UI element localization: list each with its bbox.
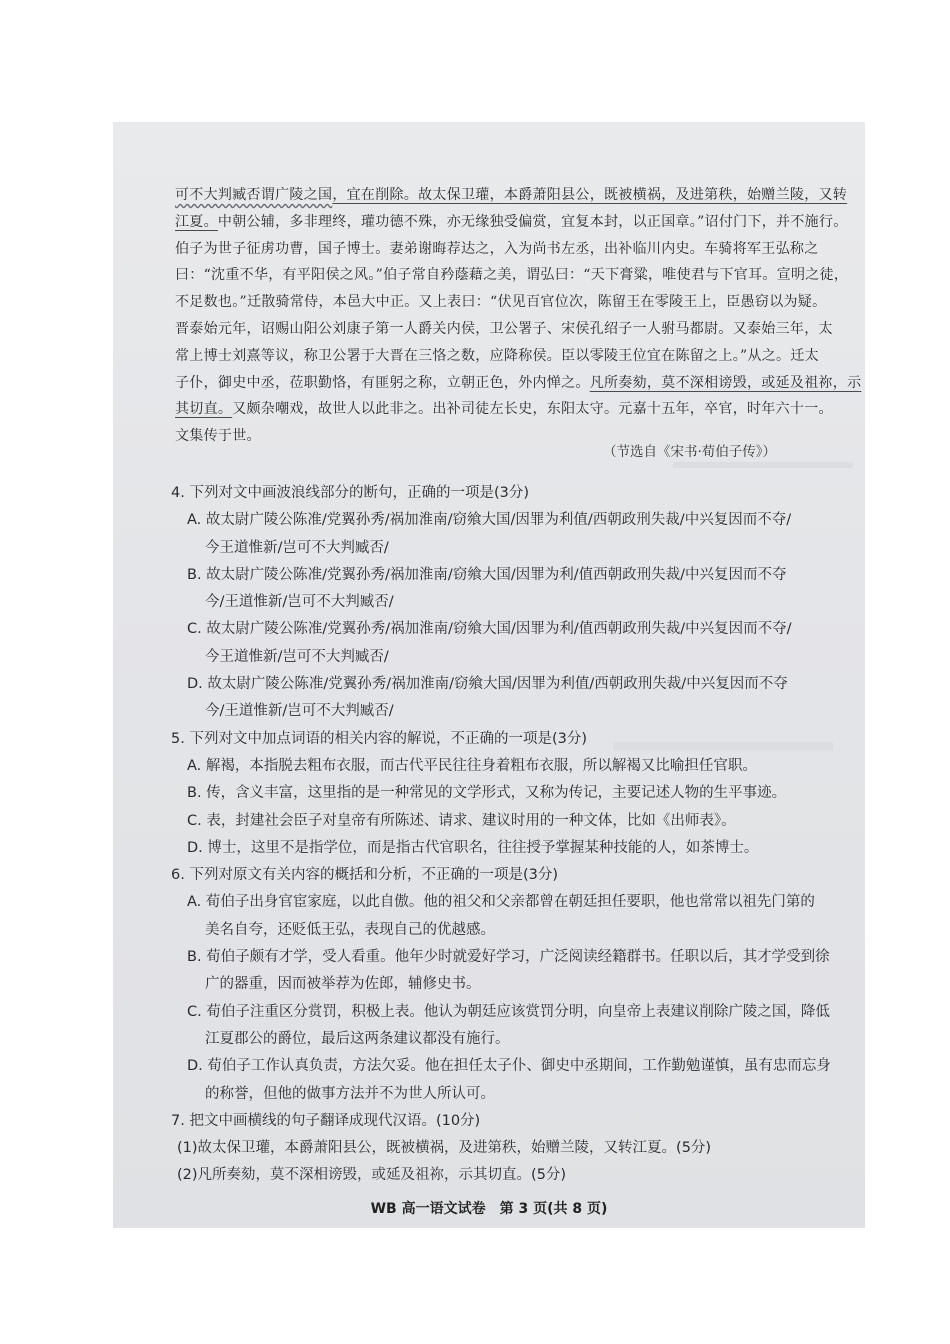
- passage-line: [175, 343, 819, 370]
- answer-option: B. 荀伯子颇有才学，受人看重。他年少时就爱好学习，广泛阅读经籍群书。任职以后，其才学受到徐: [187, 949, 830, 966]
- passage-text: 中朝公辅，多非理终，瓘功德不殊，亦无缘独受偏赏，宜复本封，以正国章。”诏付门下，并不施行。: [217, 213, 848, 230]
- option-continuation: 美名自夸，还贬低王弘，表现自己的优越感。: [205, 921, 495, 938]
- option-continuation: 江夏郡公的爵位，最后这两条建议都没有施行。: [205, 1030, 510, 1047]
- passage-text: 伯子为世子征虏功曹，国子博士。妻弟谢晦荐达之，入为尚书左丞，出补临川内史。车骑将军王弘称之: [175, 240, 819, 257]
- passage-line: [175, 236, 819, 263]
- option-continuation: 广的器重，因而被举荐为佐郎，辅修史书。: [205, 976, 481, 993]
- underlined-text: 凡所奏劾，莫不深相谤毁，或延及祖祢，示: [589, 374, 862, 391]
- sub-question: (2)凡所奏劾，莫不深相谤毁，或延及祖祢，示其切直。(5分): [177, 1167, 567, 1184]
- passage-text: 文集传于世。: [175, 428, 261, 445]
- sub-question: (1)故太保卫瓘，本爵萧阳县公，既被横祸，及进第秩，始赠兰陵，又转江夏。(5分): [177, 1140, 712, 1157]
- underlined-text: ，宜在削除。故太保卫瓘，本爵萧阳县公，既被横祸，及进第秩，始赠兰陵，又转: [332, 187, 848, 203]
- answer-option: A. 解褐，本指脱去粗布衣服，而古代平民往往身着粗布衣服，所以解褐又比喻担任官职。: [187, 757, 757, 774]
- paper-smudge: [673, 462, 853, 468]
- passage-line: [175, 289, 827, 316]
- question-stem: 4. 下列对文中画波浪线部分的断句，正确的一项是(3分): [171, 485, 529, 501]
- option-continuation: 的称誉，但他的做事方法并不为世人所认可。: [205, 1085, 495, 1102]
- passage-source: （节选自《宋书·荀伯子传》）: [603, 444, 777, 460]
- passage-text: 又颇杂嘲戏，故世人以此非之。出补司徒左长史，东阳太守。元嘉十五年，卒官，时年六十一。: [232, 401, 833, 418]
- passage-text: 晋泰始元年，诏赐山阳公刘康子第一人爵关内侯，卫公署子、宋侯孔绍子一人驸马都尉。又泰始三年，太: [175, 320, 833, 337]
- passage-line: [175, 182, 848, 209]
- underlined-text: 江夏。: [175, 213, 218, 230]
- answer-option: B. 传，含义丰富，这里指的是一种常见的文学形式，又称为传记，主要记述人物的生平事迹。: [187, 785, 787, 802]
- answer-option: A. 故太尉广陵公陈准/党翼孙秀/祸加淮南/窃飨大国/因罪为利值/西朝政刑失裁/中兴复因而不夺/: [187, 512, 792, 529]
- option-continuation: 今王道惟新/岂可不大判臧否/: [205, 648, 389, 665]
- passage-line: [175, 262, 849, 289]
- answer-option: D. 博士，这里不是指学位，而是指古代官职名，往往授予掌握某种技能的人，如茶博士。: [187, 839, 759, 856]
- answer-option: C. 故太尉广陵公陈准/党翼孙秀/祸加淮南/窃飨大国/因罪为利/值西朝政刑失裁/中兴复因而不夺/: [187, 621, 792, 638]
- answer-option: C. 表，封建社会臣子对皇帝有所陈述、请求、建议时用的一种文体，比如《出师表》。: [187, 812, 736, 829]
- classical-passage: [175, 182, 862, 450]
- passage-line: [175, 396, 833, 423]
- passage-text: 曰：“沈重不华，有平阳侯之风。”伯子常自矜蔭藉之美，谓弘曰：“天下膏粱，唯使君与下官耳。宣明之徒，: [175, 267, 849, 284]
- answer-option: B. 故太尉广陵公陈准/党翼孙秀/祸加淮南/窃飨大国/因罪为利/值西朝政刑失裁/中兴复因而不夺: [187, 566, 787, 583]
- option-continuation: 今王道惟新/岂可不大判臧否/: [205, 539, 389, 556]
- question-stem: 5. 下列对文中加点词语的相关内容的解说，不正确的一项是(3分): [171, 730, 587, 747]
- answer-option: C. 荀伯子注重区分赏罚，积极上表。他认为朝廷应该赏罚分明，向皇帝上表建议削除广陵之国，降低: [187, 1003, 830, 1020]
- question-stem: 7. 把文中画横线的句子翻译成现代汉语。(10分): [171, 1112, 481, 1129]
- passage-line: [175, 370, 862, 397]
- wavy-underlined-text: 可不大判臧否谓广陵之国: [175, 187, 333, 203]
- option-continuation: 今/王道惟新/岂可不大判臧否/: [205, 594, 394, 611]
- option-continuation: 今/王道惟新/岂可不大判臧否/: [205, 703, 394, 720]
- question-list: [171, 480, 831, 1190]
- passage-line: [175, 209, 848, 236]
- passage-line: [175, 316, 833, 343]
- exam-page-photo: [113, 122, 865, 1228]
- page-footer: WB 高一语文试卷 第 3 页(共 8 页): [370, 1201, 608, 1217]
- underlined-text: 其切直。: [175, 401, 233, 418]
- answer-option: A. 荀伯子出身官宦家庭，以此自傲。他的祖父和父亲都曾在朝廷担任要职，他也常常以祖先门第的: [187, 894, 815, 911]
- answer-option: D. 荀伯子工作认真负责，方法欠妥。他在担任太子仆、御史中丞期间，工作勤勉谨慎，虽有忠而忘身: [187, 1058, 831, 1075]
- passage-text: 不足数也。”迁散骑常侍，本邑大中正。又上表曰：“伏见百官位次，陈留王在零陵王上，臣愚窃以为疑。: [175, 294, 827, 311]
- question-stem: 6. 下列对原文有关内容的概括和分析，不正确的一项是(3分): [171, 867, 558, 884]
- passage-text: 常上博士刘熹等议，称卫公署于大晋在三恪之数，应降称侯。臣以零陵王位宜在陈留之上。”从之。迁太: [175, 347, 819, 364]
- passage-text: 子仆，御史中丞，莅职勤恪，有匪躬之称，立朝正色，外内惮之。: [175, 374, 590, 391]
- answer-option: D. 故太尉广陵公陈准/党翼孙秀/祸加淮南/窃飨大国/因罪为利值/西朝政刑失裁/中兴复因而不夺: [187, 676, 788, 693]
